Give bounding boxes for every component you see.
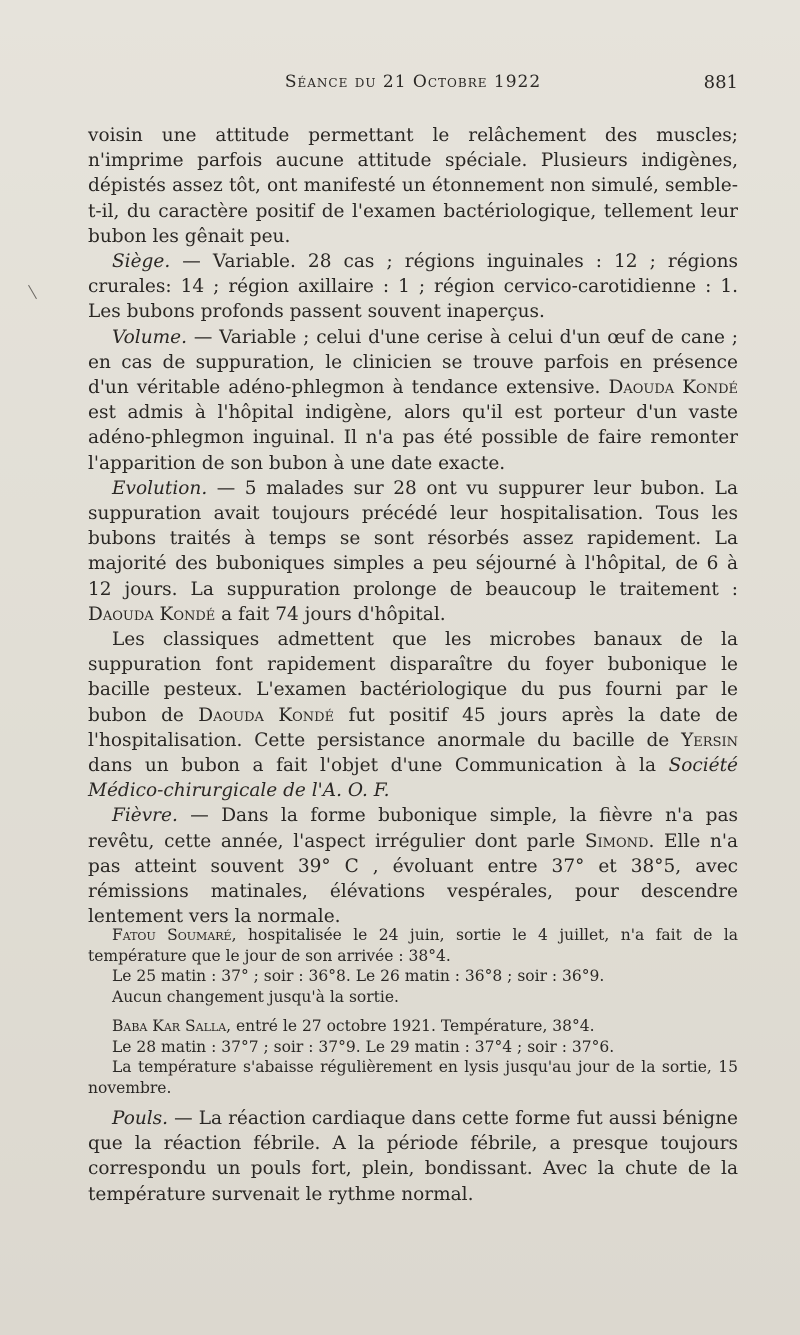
patient-name: Baba Kar Salla: [112, 1017, 227, 1035]
classiques-text-c: dans un bubon a fait l'objet d'une Communication à la: [88, 755, 669, 777]
volume-label: Volume.: [112, 326, 188, 348]
pouls-text-block: [88, 1106, 738, 1207]
paragraph-siege: [88, 249, 738, 325]
patient-name: Fatou Soumaré: [112, 926, 232, 944]
running-title: Séance du 21 Octobre 1922: [284, 72, 542, 92]
running-head: [88, 72, 738, 102]
page-number: 881: [703, 72, 738, 93]
pouls-text: — La réaction cardiaque dans cette forme fut aussi bénigne que la réaction fébrile. A la période fébrile, a presque toujours correspondu un pouls fort, plein, bondissant. Avec la chute de la température survenait le rythme normal.: [88, 1108, 738, 1205]
patient-name: Daouda Kondé: [198, 704, 335, 726]
author-name: Yersin: [681, 729, 738, 751]
patient-name: Daouda Kondé: [608, 377, 738, 399]
fievre-label: Fièvre.: [112, 805, 178, 827]
paragraph-classiques: [88, 627, 738, 803]
evolution-label: Evolution.: [112, 477, 208, 499]
case-reports: [88, 925, 738, 1098]
case-1: [88, 925, 738, 966]
volume-text-b: est admis à l'hôpital indigène, alors qu'il est porteur d'un vaste adéno-phlegmon inguinal. Il n'a pas été possible de faire remonter l'apparition de son bubon à une date exacte.: [88, 402, 738, 474]
case-2: [88, 1016, 738, 1037]
paragraph-volume: [88, 325, 738, 476]
margin-mark: [28, 285, 37, 299]
society-name: Société Médico-chirurgicale de l'A. O. F.: [88, 755, 738, 802]
paragraph-fievre: [88, 803, 738, 929]
volume-text: — Variable ; celui d'une cerise à celui d'un œuf de cane ; en cas de suppuration, le clinicien se trouve parfois en présence d'un véritable adéno-phlegmon à tendance extensive.: [88, 326, 738, 399]
spacer: [88, 1007, 738, 1016]
paragraph-pouls: [88, 1106, 738, 1207]
paragraph-evolution: [88, 476, 738, 627]
author-name: Simond: [584, 830, 649, 852]
case-1-line-3: Aucun changement jusqu'à la sortie.: [112, 987, 399, 1006]
case-1-line-2: Le 25 matin : 37° ; soir : 36°8. Le 26 matin : 36°8 ; soir : 36°9.: [112, 967, 605, 985]
pouls-label: Pouls.: [112, 1108, 169, 1129]
body-text: [88, 123, 738, 930]
classiques-text-b: fut positif 45 jours après la date de l'hospitalisation. Cette persistance anormale du bacille de: [88, 704, 738, 751]
fievre-text-b: . Elle n'a pas atteint souvent 39° C , évoluant entre 37° et 38°5, avec rémissions matinales, élévations vespérales, pour descendre lentement vers la normale.: [88, 830, 738, 928]
case-2-line-2: Le 28 matin : 37°7 ; soir : 37°9. Le 29 matin : 37°4 ; soir : 37°6.: [112, 1037, 615, 1056]
fievre-text: — Dans la forme bubonique simple, la fièvre n'a pas revêtu, cette année, l'aspect irrégulier dont parle: [88, 805, 738, 852]
evolution-text-b: a fait 74 jours d'hôpital.: [215, 603, 446, 625]
case-2-text: , entré le 27 octobre 1921. Température, 38°4.: [226, 1017, 595, 1035]
evolution-text: — 5 malades sur 28 ont vu suppurer leur bubon. La suppuration avait toujours précédé leur hospitalisation. Tous les bubons traités à temps se sont résorbés assez rapidement. La majorité des buboniques simples a peu séjourné à l'hôpital, de 6 à 12 jours. La suppuration prolonge de beaucoup le traitement :: [88, 477, 738, 600]
siege-text: — Variable. 28 cas ; régions inguinales : 12 ; régions crurales: 14 ; région axillaire : 1 ; région cervico-carotidienne : 1. Les bubons profonds passent souvent inaperçus.: [88, 251, 738, 323]
classiques-text: Les classiques admettent que les microbes banaux de la suppuration font rapidement disparaître du foyer bubonique le bacille pesteux. L'examen bactériologique du pus fourni par le bubon de: [88, 629, 738, 726]
case-1-text: , hospitalisée le 24 juin, sortie le 4 juillet, n'a fait de la température que le jour de son arrivée : 38°4.: [88, 926, 739, 965]
patient-name: Daouda Kondé: [88, 603, 216, 625]
siege-label: Siège.: [112, 251, 171, 273]
case-2-line-3: La température s'abaisse régulièrement en lysis jusqu'au jour de la sortie, 15 novembre.: [88, 1058, 738, 1097]
paragraph-attitude: voisin une attitude permettant le relâchement des muscles; n'imprime parfois aucune attitude spéciale. Plusieurs indigènes, dépistés assez tôt, ont manifesté un étonnement non simulé, semble-t-il, du caractère positif de l'examen bactériologique, tellement leur bubon les gênait peu.: [88, 125, 738, 247]
